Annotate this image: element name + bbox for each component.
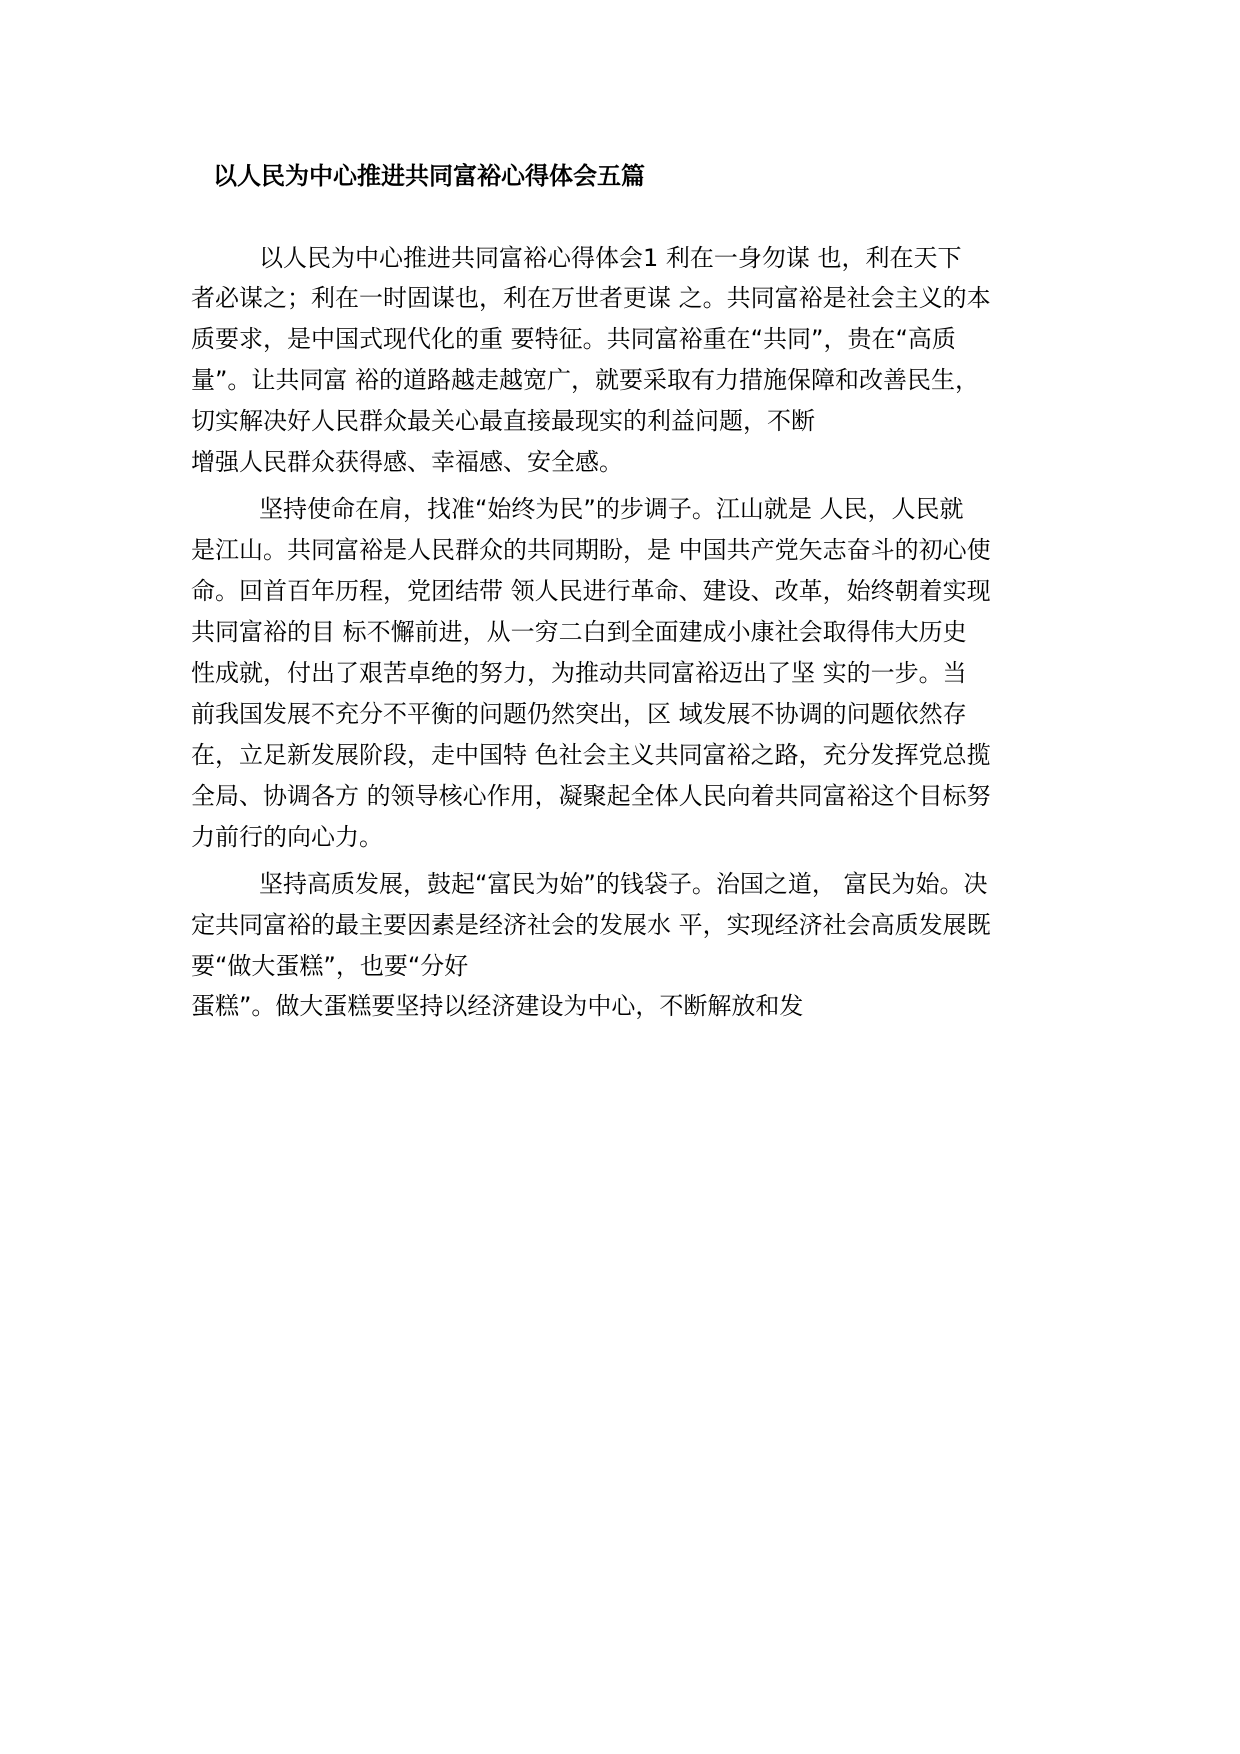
document-title: 以人民为中心推进共同富裕心得体会五篇	[213, 162, 645, 190]
paragraph-3-line-3: 要“做大蛋糕”，也要“分好	[191, 952, 469, 980]
paragraph-2-line-7: 在，立足新发展阶段，走中国特 色社会主义共同富裕之路，充分发挥党总揽	[191, 741, 991, 769]
paragraph-2-line-5: 性成就，付出了艰苦卓绝的努力，为推动共同富裕迈出了坚 实的一步。当	[191, 659, 967, 687]
paragraph-1-line-5: 切实解决好人民群众最关心最直接最现实的利益问题，不断	[191, 407, 815, 435]
paragraph-2-line-1: 坚持使命在肩，找准“始终为民”的步调子。江山就是 人民，人民就	[259, 495, 964, 523]
paragraph-3-line-2: 定共同富裕的最主要因素是经济社会的发展水 平，实现经济社会高质发展既	[191, 911, 991, 939]
paragraph-1-line-3: 质要求，是中国式现代化的重 要特征。共同富裕重在“共同”，贵在“高质	[191, 325, 956, 353]
paragraph-3-line-4: 蛋糕”。做大蛋糕要坚持以经济建设为中心，不断解放和发	[191, 992, 804, 1020]
paragraph-2-line-3: 命。回首百年历程，党团结带 领人民进行革命、建设、改革，始终朝着实现	[191, 577, 991, 605]
paragraph-2-line-9: 力前行的向心力。	[191, 823, 383, 851]
paragraph-1-line-4: 量”。让共同富 裕的道路越走越宽广，就要采取有力措施保障和改善民生，	[191, 366, 980, 394]
paragraph-2-line-6: 前我国发展不充分不平衡的问题仍然突出，区 域发展不协调的问题依然存	[191, 700, 967, 728]
paragraph-2-line-8: 全局、协调各方 的领导核心作用，凝聚起全体人民向着共同富裕这个目标努	[191, 782, 991, 810]
paragraph-1-line-6: 增强人民群众获得感、幸福感、安全感。	[191, 448, 623, 476]
paragraph-1-line-1: 以人民为中心推进共同富裕心得体会1 利在一身勿谋 也，利在天下	[259, 244, 962, 272]
paragraph-2-line-2: 是江山。共同富裕是人民群众的共同期盼，是 中国共产党矢志奋斗的初心使	[191, 536, 991, 564]
paragraph-1-line-2: 者必谋之；利在一时固谋也，利在万世者更谋 之。共同富裕是社会主义的本	[191, 284, 991, 312]
paragraph-3-line-1: 坚持高质发展，鼓起“富民为始”的钱袋子。治国之道， 富民为始。决	[259, 870, 988, 898]
paragraph-2-line-4: 共同富裕的目 标不懈前进，从一穷二白到全面建成小康社会取得伟大历史	[191, 618, 967, 646]
